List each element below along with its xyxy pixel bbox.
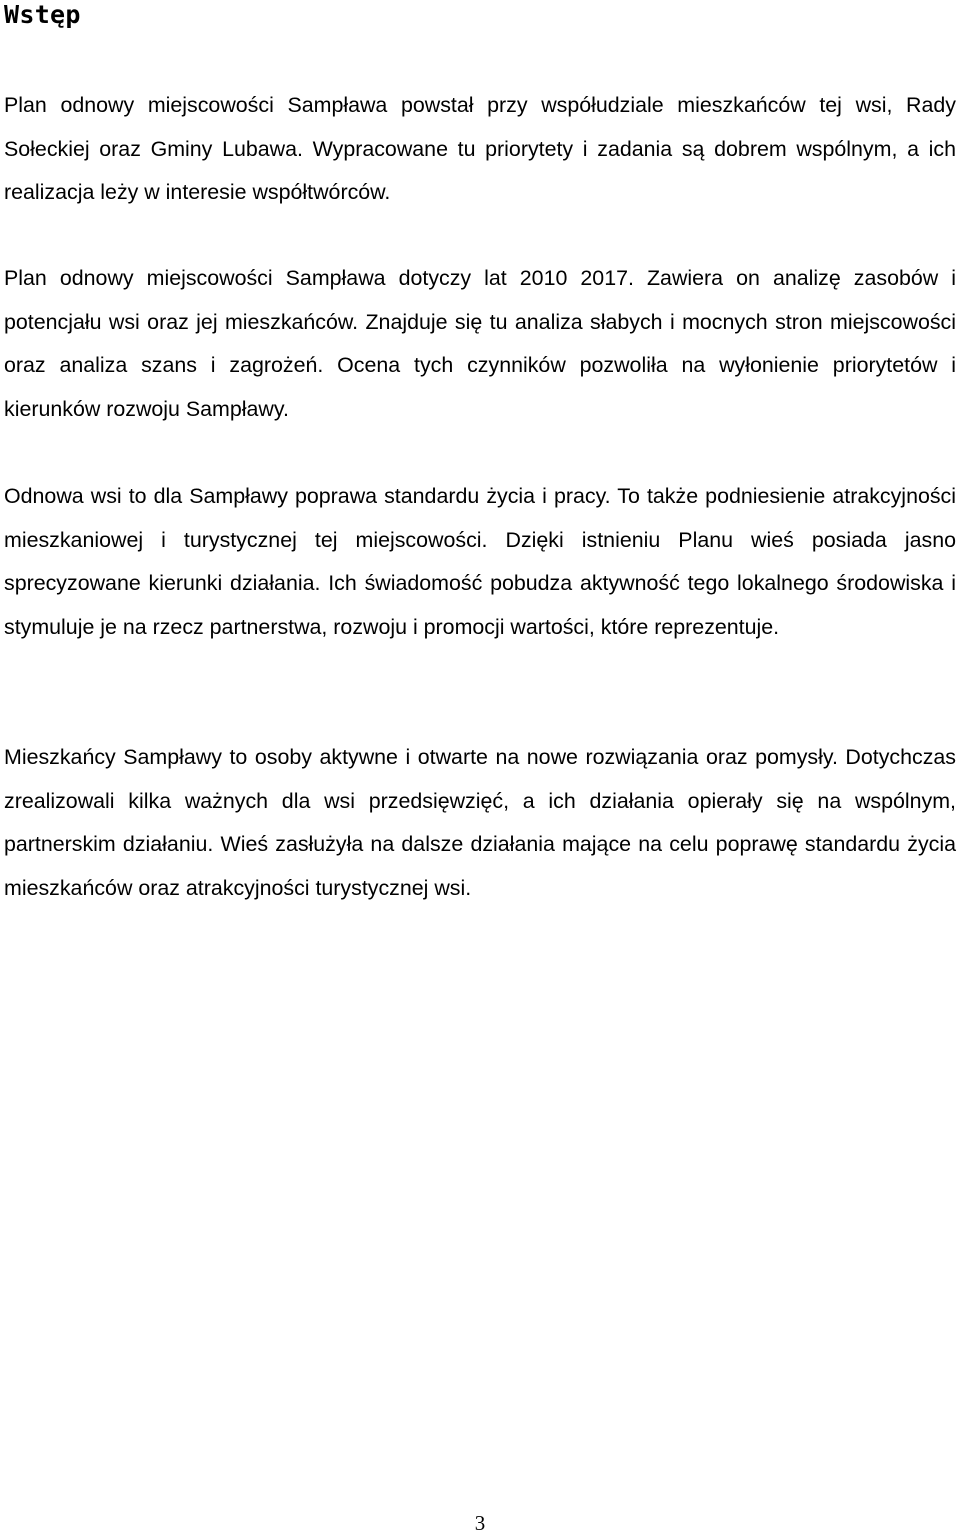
paragraph-scope: Plan odnowy miejscowości Sampława dotyczy lat 2010 2017. Zawiera on analizę zasobów i potencjału wsi oraz jej mieszkańców. Znajduje się tu analiza słabych i mocnych stron miejscowości oraz analiza szans i zagrożeń. Ocena tych czynników pozwoliła na wyłonienie priorytetów i kierunków rozwoju Sampławy. — [4, 266, 956, 421]
paragraph-renewal: Odnowa wsi to dla Sampławy poprawa standardu życia i pracy. To także podniesienie atrakcyjności mieszkaniowej i turystycznej tej miejscowości. Dzięki istnieniu Planu wieś posiada jasno sprecyzowane kierunki działania. Ich świadomość pobudza aktywność tego lokalnego środowiska i stymuluje je na rzecz partnerstwa, rozwoju i promocji wartości, które reprezentuje. — [4, 484, 956, 639]
paragraph-intro: Plan odnowy miejscowości Sampława powstał przy współudziale mieszkańców tej wsi, Rady Sołeckiej oraz Gminy Lubawa. Wypracowane tu priorytety i zadania są dobrem wspólnym, a ich realizacja leży w interesie współtwórców. — [4, 93, 956, 205]
page-number: 3 — [474, 1511, 486, 1535]
page-title: Wstęp — [4, 0, 81, 29]
paragraph-residents: Mieszkańcy Sampławy to osoby aktywne i otwarte na nowe rozwiązania oraz pomysły. Dotychczas zrealizowali kilka ważnych dla wsi przedsięwzięć, a ich działania opierały się na wspólnym, partnerskim działaniu. Wieś zasłużyła na dalsze działania mające na celu poprawę standardu życia mieszkańców oraz atrakcyjności turystycznej wsi. — [4, 745, 956, 900]
